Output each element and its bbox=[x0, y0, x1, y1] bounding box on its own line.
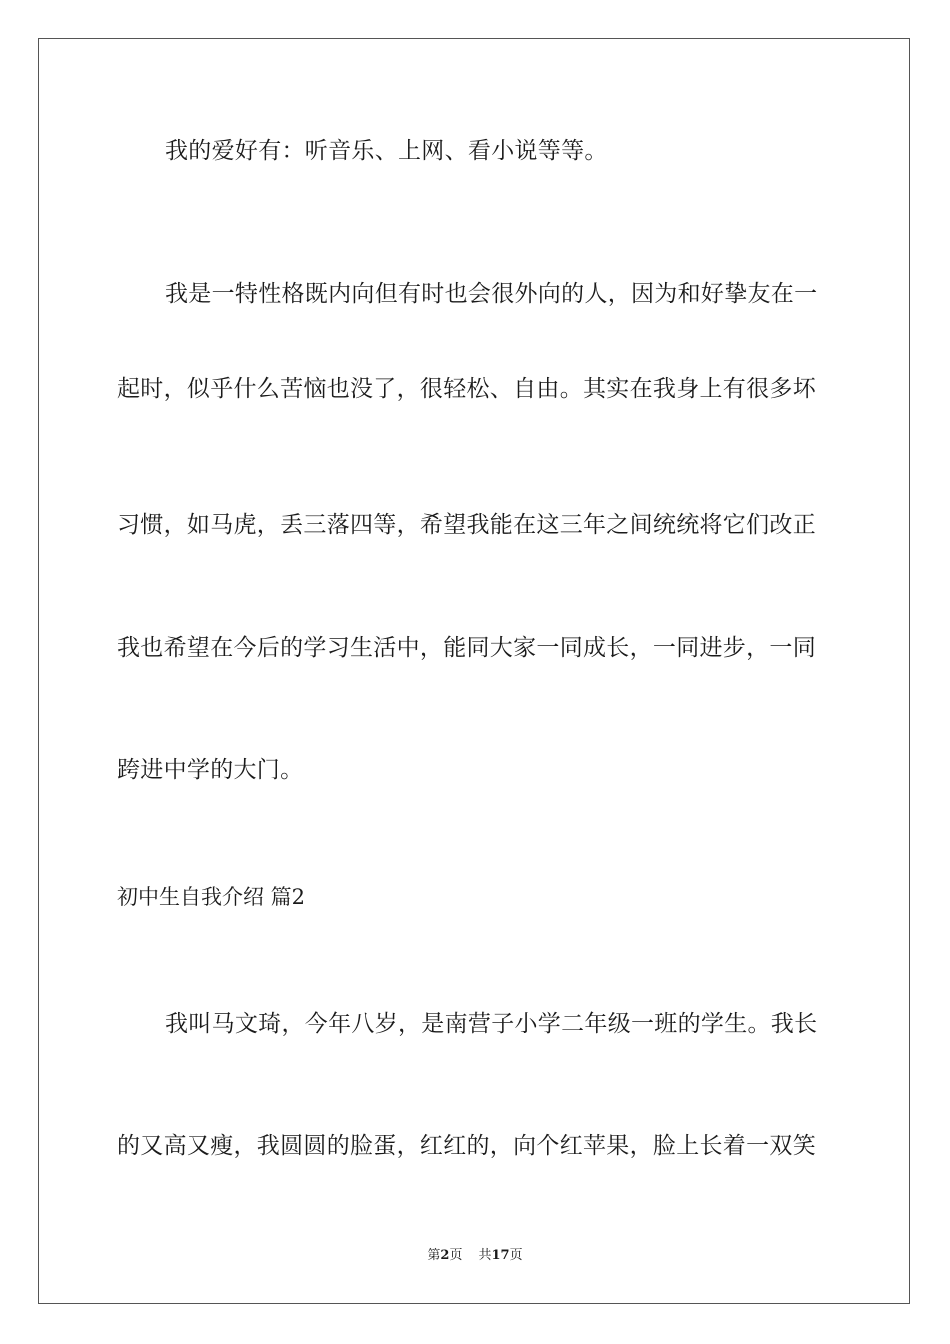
page-prefix: 第 bbox=[427, 1248, 441, 1263]
section-heading: 初中生自我介绍 篇2 bbox=[117, 885, 306, 909]
paragraph-line: 的又高又瘦，我圆圆的脸蛋，红红的，向个红苹果，脸上长着一双笑 bbox=[117, 1133, 816, 1159]
paragraph-line: 我是一特性格既内向但有时也会很外向的人，因为和好挚友在一 bbox=[165, 281, 818, 307]
page-number: 2 bbox=[440, 1248, 450, 1263]
paragraph-line: 习惯，如马虎，丢三落四等，希望我能在这三年之间统统将它们改正 bbox=[117, 512, 816, 538]
total-prefix: 共 bbox=[478, 1248, 492, 1263]
page-suffix: 页 bbox=[449, 1248, 463, 1263]
page-footer bbox=[0, 1247, 950, 1265]
paragraph-line: 我的爱好有：听音乐、上网、看小说等等。 bbox=[165, 138, 608, 164]
page-border bbox=[38, 38, 910, 1304]
total-suffix: 页 bbox=[509, 1248, 523, 1263]
paragraph-line: 起时，似乎什么苦恼也没了，很轻松、自由。其实在我身上有很多坏 bbox=[117, 376, 816, 402]
paragraph-line: 我叫马文琦，今年八岁，是南营子小学二年级一班的学生。我长 bbox=[165, 1011, 818, 1037]
total-pages: 17 bbox=[491, 1248, 510, 1263]
paragraph-line: 跨进中学的大门。 bbox=[117, 757, 304, 783]
paragraph-line: 我也希望在今后的学习生活中，能同大家一同成长，一同进步，一同 bbox=[117, 635, 816, 661]
